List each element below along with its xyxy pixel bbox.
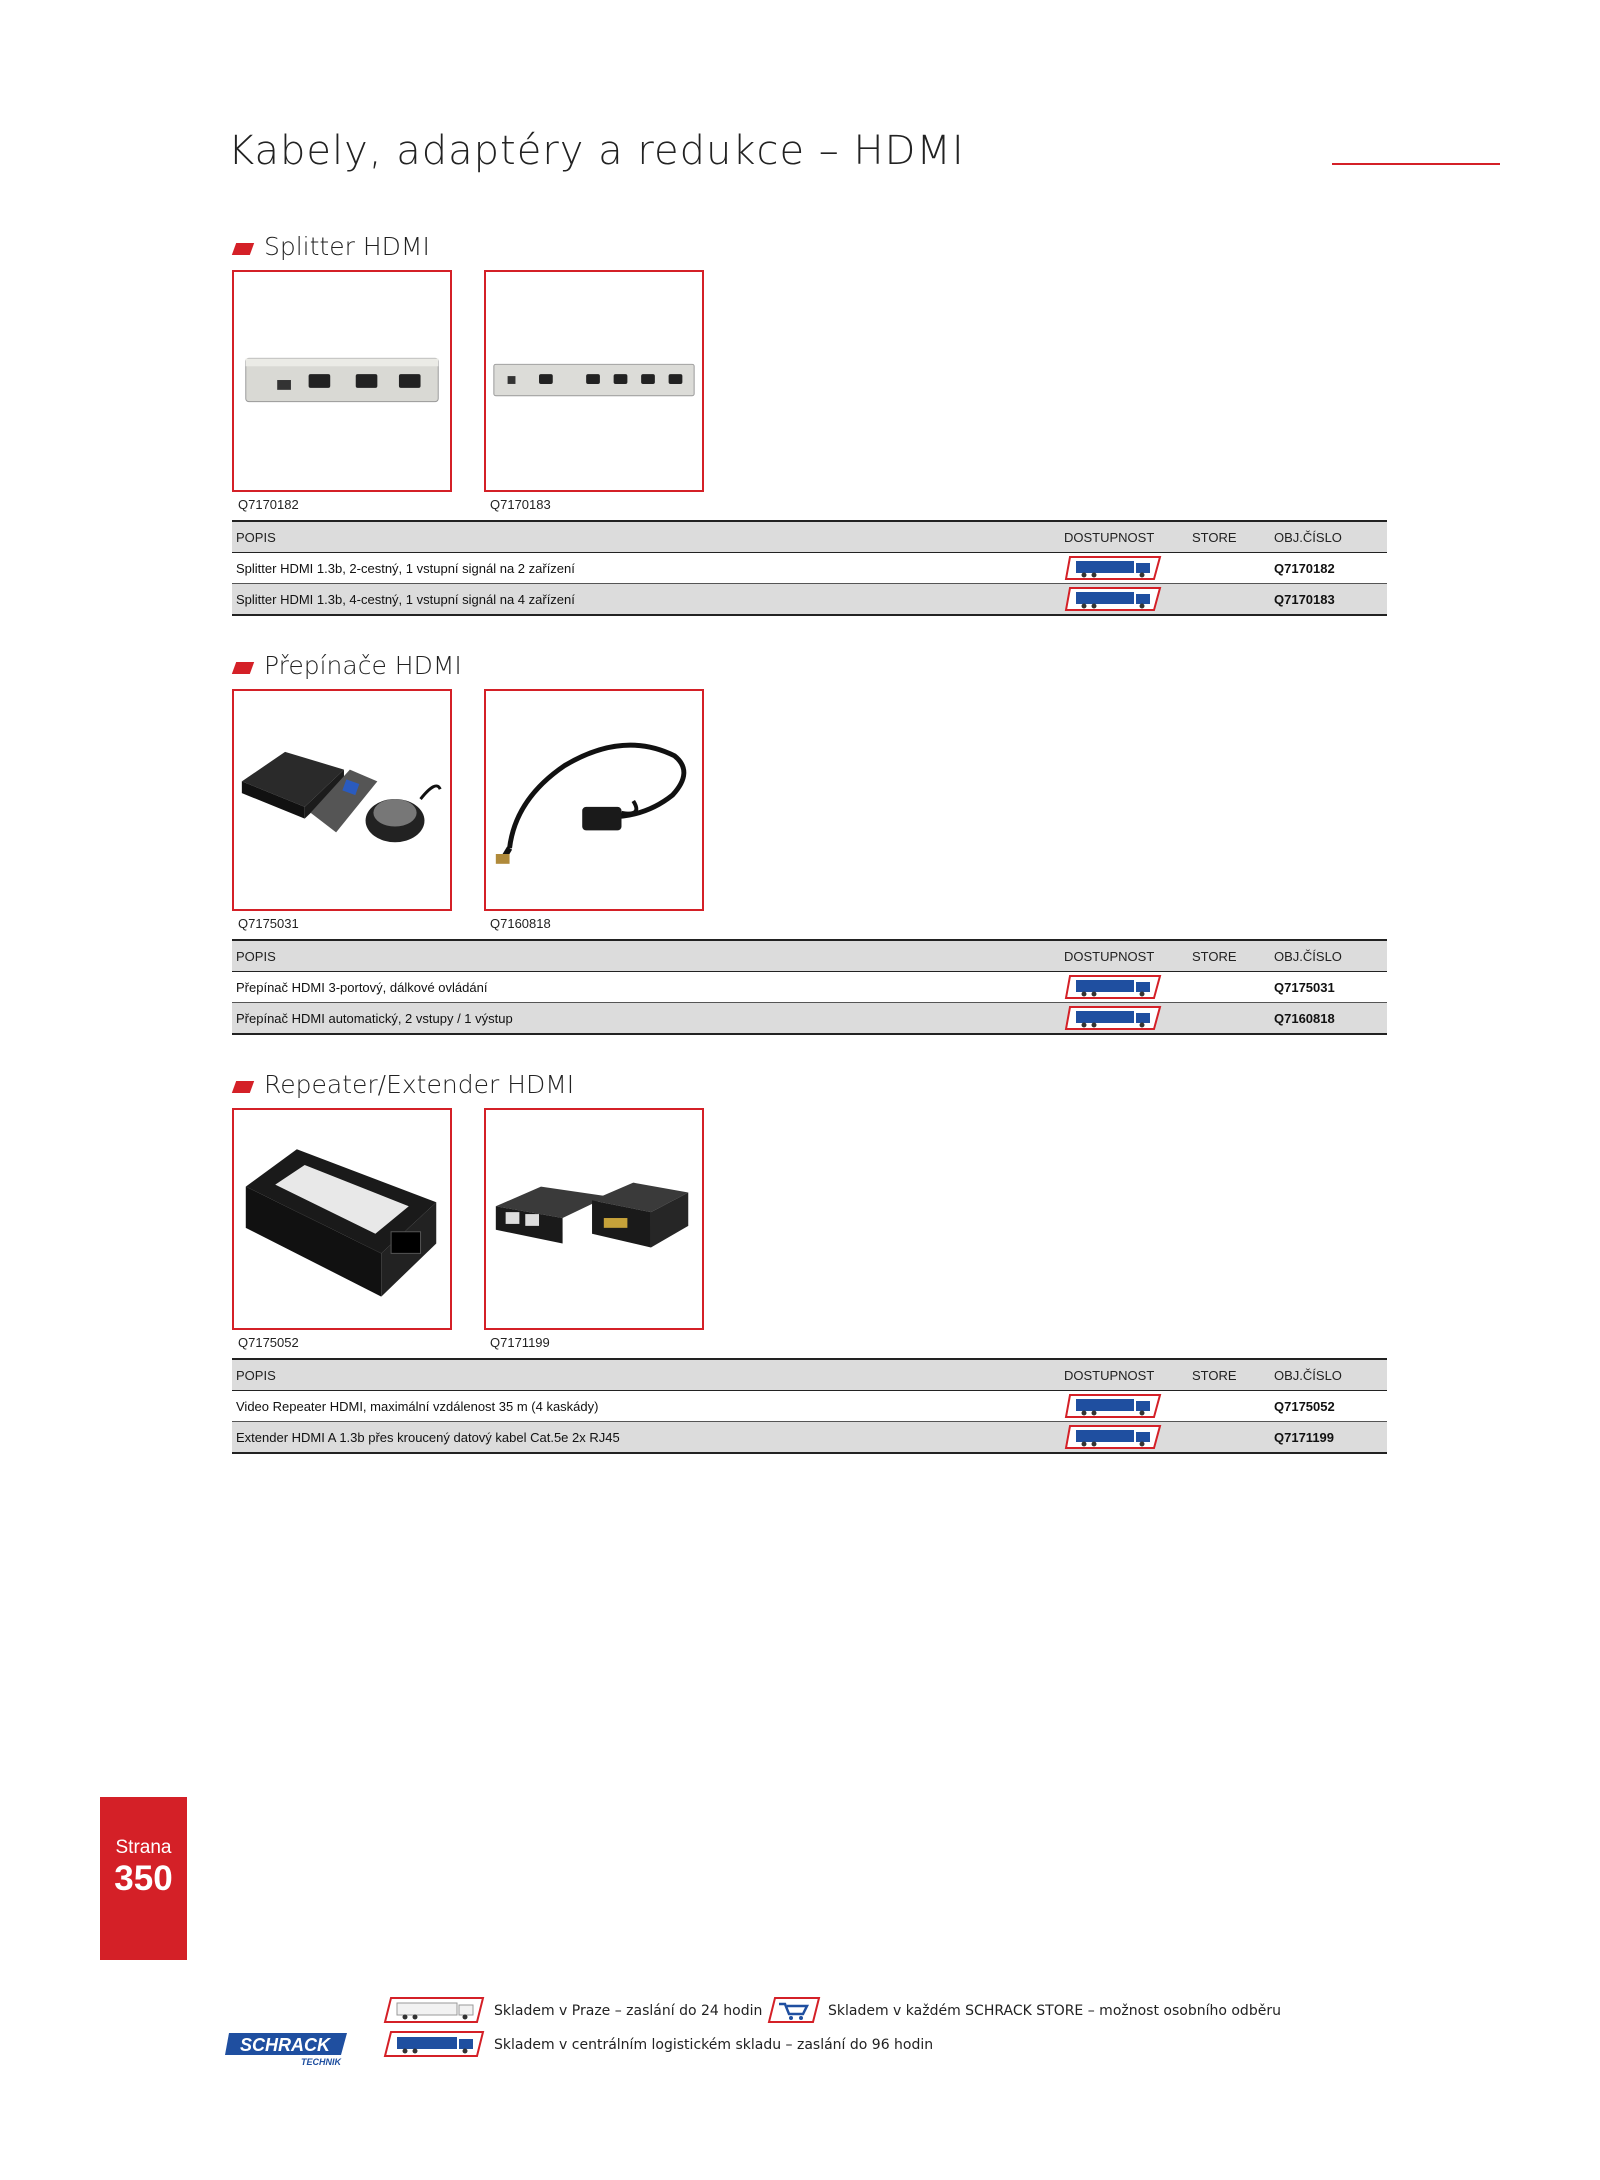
product-photo	[484, 270, 704, 492]
truck-icon	[1064, 1424, 1164, 1450]
availability-cell	[1060, 584, 1188, 616]
truck-icon	[1064, 1005, 1164, 1031]
availability-cell	[1060, 1422, 1188, 1454]
truck-blue-icon	[383, 2030, 487, 2058]
order-number[interactable]: Q7175031	[1270, 972, 1387, 1003]
product-table	[232, 939, 1387, 1035]
bullet-icon	[232, 662, 254, 674]
table-row	[232, 1391, 1387, 1422]
product-photo	[232, 689, 452, 911]
availability-cell	[1060, 1391, 1188, 1422]
availability-cell	[1060, 972, 1188, 1003]
product-code: Q7170182	[238, 497, 299, 512]
header-order: OBJ.ČÍSLO	[1270, 940, 1387, 972]
truck-icon	[1064, 974, 1164, 1000]
row-desc: Extender HDMI A 1.3b přes kroucený datový kabel Cat.5e 2x RJ45	[232, 1422, 1060, 1454]
header-desc: POPIS	[232, 521, 1060, 553]
row-desc: Přepínač HDMI automatický, 2 vstupy / 1 výstup	[232, 1003, 1060, 1035]
order-number[interactable]: Q7170183	[1270, 584, 1387, 616]
section-header	[232, 230, 1387, 270]
hdmi-splitter-4-port-image	[486, 272, 702, 490]
header-order: OBJ.ČÍSLO	[1270, 1359, 1387, 1391]
table-row	[232, 553, 1387, 584]
header-desc: POPIS	[232, 940, 1060, 972]
legend-prague: Skladem v Praze – zaslání do 24 hodin	[494, 2003, 763, 2019]
product-photo	[232, 1108, 452, 1330]
truck-white-icon	[383, 1996, 487, 2024]
table-header-row	[232, 1359, 1387, 1391]
table-row	[232, 972, 1387, 1003]
order-number[interactable]: Q7171199	[1270, 1422, 1387, 1454]
table-row	[232, 1003, 1387, 1035]
row-desc: Přepínač HDMI 3-portový, dálkové ovládání	[232, 972, 1060, 1003]
section-splitter	[232, 230, 1387, 616]
table-header-row	[232, 940, 1387, 972]
hdmi-repeater-image	[234, 1110, 450, 1328]
row-desc: Video Repeater HDMI, maximální vzdálenost 35 m (4 kaskády)	[232, 1391, 1060, 1422]
hdmi-extender-image	[486, 1110, 702, 1328]
header-store: STORE	[1188, 1359, 1270, 1391]
store-cell	[1188, 972, 1270, 1003]
bullet-icon	[232, 1081, 254, 1093]
logo-sub: TECHNIK	[301, 2057, 341, 2067]
header-store: STORE	[1188, 521, 1270, 553]
availability-cell	[1060, 1003, 1188, 1035]
product-code: Q7175052	[238, 1335, 299, 1350]
section-header	[232, 649, 1387, 689]
store-cell	[1188, 1391, 1270, 1422]
product-photo	[484, 1108, 704, 1330]
product-table	[232, 1358, 1387, 1454]
product-photos	[232, 1108, 1387, 1358]
page-label: Strana	[115, 1837, 172, 1858]
header-store: STORE	[1188, 940, 1270, 972]
order-number[interactable]: Q7175052	[1270, 1391, 1387, 1422]
header-order: OBJ.ČÍSLO	[1270, 521, 1387, 553]
product-table	[232, 520, 1387, 616]
product-photo	[484, 689, 704, 911]
store-cell	[1188, 1003, 1270, 1035]
product-code: Q7170183	[490, 497, 551, 512]
bullet-icon	[232, 243, 254, 255]
truck-icon	[1064, 555, 1164, 581]
header-avail: DOSTUPNOST	[1060, 940, 1188, 972]
product-photos	[232, 270, 1387, 520]
product-code: Q7175031	[238, 916, 299, 931]
schrack-logo	[225, 2031, 351, 2067]
section-title: Přepínače HDMI	[264, 651, 462, 680]
product-photo	[232, 270, 452, 492]
logo-name: SCHRACK	[240, 2035, 330, 2055]
section-header	[232, 1068, 1387, 1108]
page-number: 350	[114, 1859, 173, 1898]
store-cell	[1188, 584, 1270, 616]
hdmi-splitter-2-port-image	[234, 272, 450, 490]
truck-icon	[1064, 586, 1164, 612]
section-title: Splitter HDMI	[264, 232, 430, 261]
store-cell	[1188, 1422, 1270, 1454]
section-switch	[232, 649, 1387, 1035]
availability-cell	[1060, 553, 1188, 584]
product-code: Q7160818	[490, 916, 551, 931]
order-number[interactable]: Q7160818	[1270, 1003, 1387, 1035]
legend-store: Skladem v každém SCHRACK STORE – možnost osobního odběru	[828, 2003, 1281, 2019]
truck-icon	[1064, 1393, 1164, 1419]
store-cell	[1188, 553, 1270, 584]
table-row	[232, 584, 1387, 616]
section-repeater	[232, 1068, 1387, 1454]
cart-icon	[767, 1996, 821, 2024]
hdmi-switch-remote-image	[234, 691, 450, 909]
header-desc: POPIS	[232, 1359, 1060, 1391]
legend-central: Skladem v centrálním logistickém skladu – zaslání do 96 hodin	[494, 2037, 934, 2053]
page-title: Kabely, adaptéry a redukce – HDMI	[228, 128, 965, 174]
page-number-tab	[100, 1797, 187, 1960]
title-rule	[1332, 163, 1500, 165]
header-avail: DOSTUPNOST	[1060, 1359, 1188, 1391]
table-header-row	[232, 521, 1387, 553]
section-title: Repeater/Extender HDMI	[264, 1070, 575, 1099]
row-desc: Splitter HDMI 1.3b, 4-cestný, 1 vstupní signál na 4 zařízení	[232, 584, 1060, 616]
hdmi-switch-cable-image	[486, 691, 702, 909]
table-row	[232, 1422, 1387, 1454]
header-avail: DOSTUPNOST	[1060, 521, 1188, 553]
order-number[interactable]: Q7170182	[1270, 553, 1387, 584]
product-photos	[232, 689, 1387, 939]
product-code: Q7171199	[490, 1335, 550, 1350]
row-desc: Splitter HDMI 1.3b, 2-cestný, 1 vstupní signál na 2 zařízení	[232, 553, 1060, 584]
